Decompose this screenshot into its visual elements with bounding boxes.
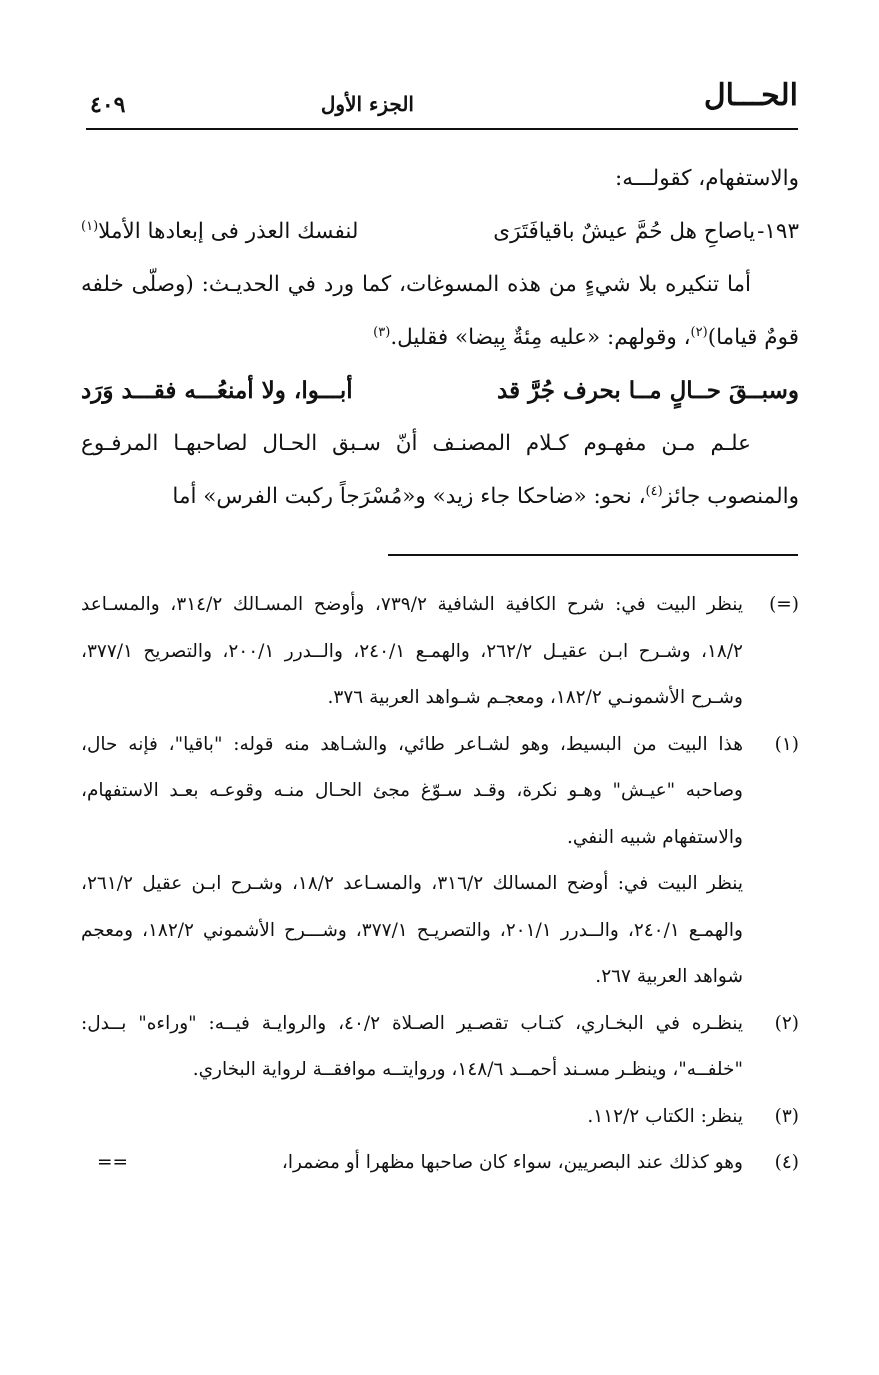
verse-193	[81, 205, 799, 258]
alfiyya-verse	[81, 364, 799, 417]
paragraph-1-text-a: أما تنكيره بلا شيءٍ من هذه المسوغات، كما ورد في الحديـث: (وصلّى خلفه قومٌ قياما)	[81, 272, 799, 350]
footnote-ref-1: (١)	[81, 218, 99, 234]
alfiyya-first-hemistich: وسبــقَ حــالٍ مــا بحرف جُرَّ قد	[497, 377, 799, 404]
footnote-marker: (١)	[774, 733, 799, 755]
paragraph-1-text-b: ، وقولهم: «عليه مِئةٌ بِيضا» فقليل.	[390, 325, 691, 350]
footnote-4	[81, 1140, 799, 1187]
footnote-ref-3: (٣)	[373, 324, 391, 340]
page-number: ٤٠٩	[90, 92, 126, 118]
footnotes	[81, 582, 799, 1187]
chapter-title: الحـــال	[703, 78, 798, 113]
footnote-ref-4: (٤)	[645, 483, 663, 499]
footnote-marker: (٤)	[774, 1152, 799, 1173]
footnote-divider	[388, 554, 798, 556]
footnote-1	[81, 722, 799, 1001]
footnote-continued	[81, 582, 799, 722]
paragraph-2	[81, 417, 799, 523]
footnote-3	[81, 1094, 799, 1141]
paragraph-1	[81, 258, 799, 364]
footnote-ref-2: (٢)	[690, 324, 708, 340]
footnote-paragraph: ينظر البيت في: شرح الكافية الشافية ٧٣٩/٢، وأوضح المسـالك ٣١٤/٢، والمسـاعد ١٨/٢، وشـرح ابـن عقيـل ٢٦٢/٢، والهمـع ٢٤٠/١، والــدرر ٢٠٠/١، والتصريح ٣٧٧/١، وشـرح الأشمونـي ١٨٢/٢، ومعجـم شـواهد العربية ٣٧٦.	[81, 594, 743, 708]
paragraph-2-text-a: علـم مـن مفهـوم كـلام المصنـف أنّ سـبق الحـال لصاحبهـا المرفـوع والمنصوب جائز	[81, 431, 799, 509]
verse-193-first-half	[493, 205, 799, 258]
verse-number: ١٩٣-	[757, 219, 799, 244]
footnote-body	[81, 1140, 743, 1187]
intro-line: والاستفهام، كقولـــه:	[615, 166, 799, 191]
paragraph-2-text-b: ، نحو: «ضاحكا جاء زيد» و«مُسْرَجاً ركبت الفرس» أما	[172, 484, 646, 509]
verse-first-hemistich: ياصاحِ هل حُمَّ عيشٌ باقيافَتَرَى	[493, 219, 756, 244]
footnote-marker: (٣)	[774, 1105, 799, 1127]
footnote-2	[81, 1001, 799, 1094]
part-title: الجزء الأول	[320, 92, 414, 116]
verse-second-hemistich: لنفسك العذر فى إبعادها الأملا	[98, 219, 359, 244]
main-text	[81, 152, 799, 523]
footnote-marker: (=)	[769, 594, 799, 615]
footnote-paragraph: وهو كذلك عند البصريين، سواء كان صاحبها مظهرا أو مضمرا،	[281, 1152, 743, 1173]
continuation-mark: ==	[97, 1152, 129, 1173]
footnote-body	[81, 582, 743, 722]
footnote-paragraph: ينظـره في البخـاري، كتـاب تقصـير الصـلاة ٤٠/٢، والروايـة فيــه: "وراءه" بــدل: "خلفــه"، وينظـر مسـند أحمــد ١٤٨/٦، وروايتــه موافقــة لرواية البخاري.	[81, 1012, 743, 1080]
footnote-body	[81, 1001, 743, 1094]
footnote-body	[81, 1094, 743, 1141]
footnote-paragraph: هذا البيت من البسيط، وهو لشـاعر طائي، والشـاهد منه قوله: "باقيا"، فإنه حال، وصاحبه "عيـش" وهـو نكرة، وقـد سـوّغ مجئ الحـال منـه وقوعـه بعـد الاستفهام، والاستفهام شبيه النفي.	[81, 733, 743, 848]
page-header	[86, 78, 798, 130]
footnote-paragraph: ينظر: الكتاب ١١٢/٢.	[587, 1105, 743, 1127]
verse-193-second-half	[81, 205, 358, 258]
footnote-body	[81, 722, 743, 1001]
footnote-paragraph: ينظر البيت في: أوضح المسالك ٣١٦/٢، والمسـاعد ١٨/٢، وشـرح ابـن عقيل ٢٦١/٢، والهمـع ٢٤٠/١، والــدرر ٢٠١/١، والتصريـح ٣٧٧/١، وشـــرح الأشموني ١٨٢/٢، ومعجم شواهد العربية ٢٦٧.	[81, 873, 744, 987]
footnote-marker: (٢)	[774, 1012, 799, 1034]
alfiyya-second-hemistich: أبـــوا، ولا أمنعُـــه فقـــد وَرَد	[81, 377, 353, 404]
